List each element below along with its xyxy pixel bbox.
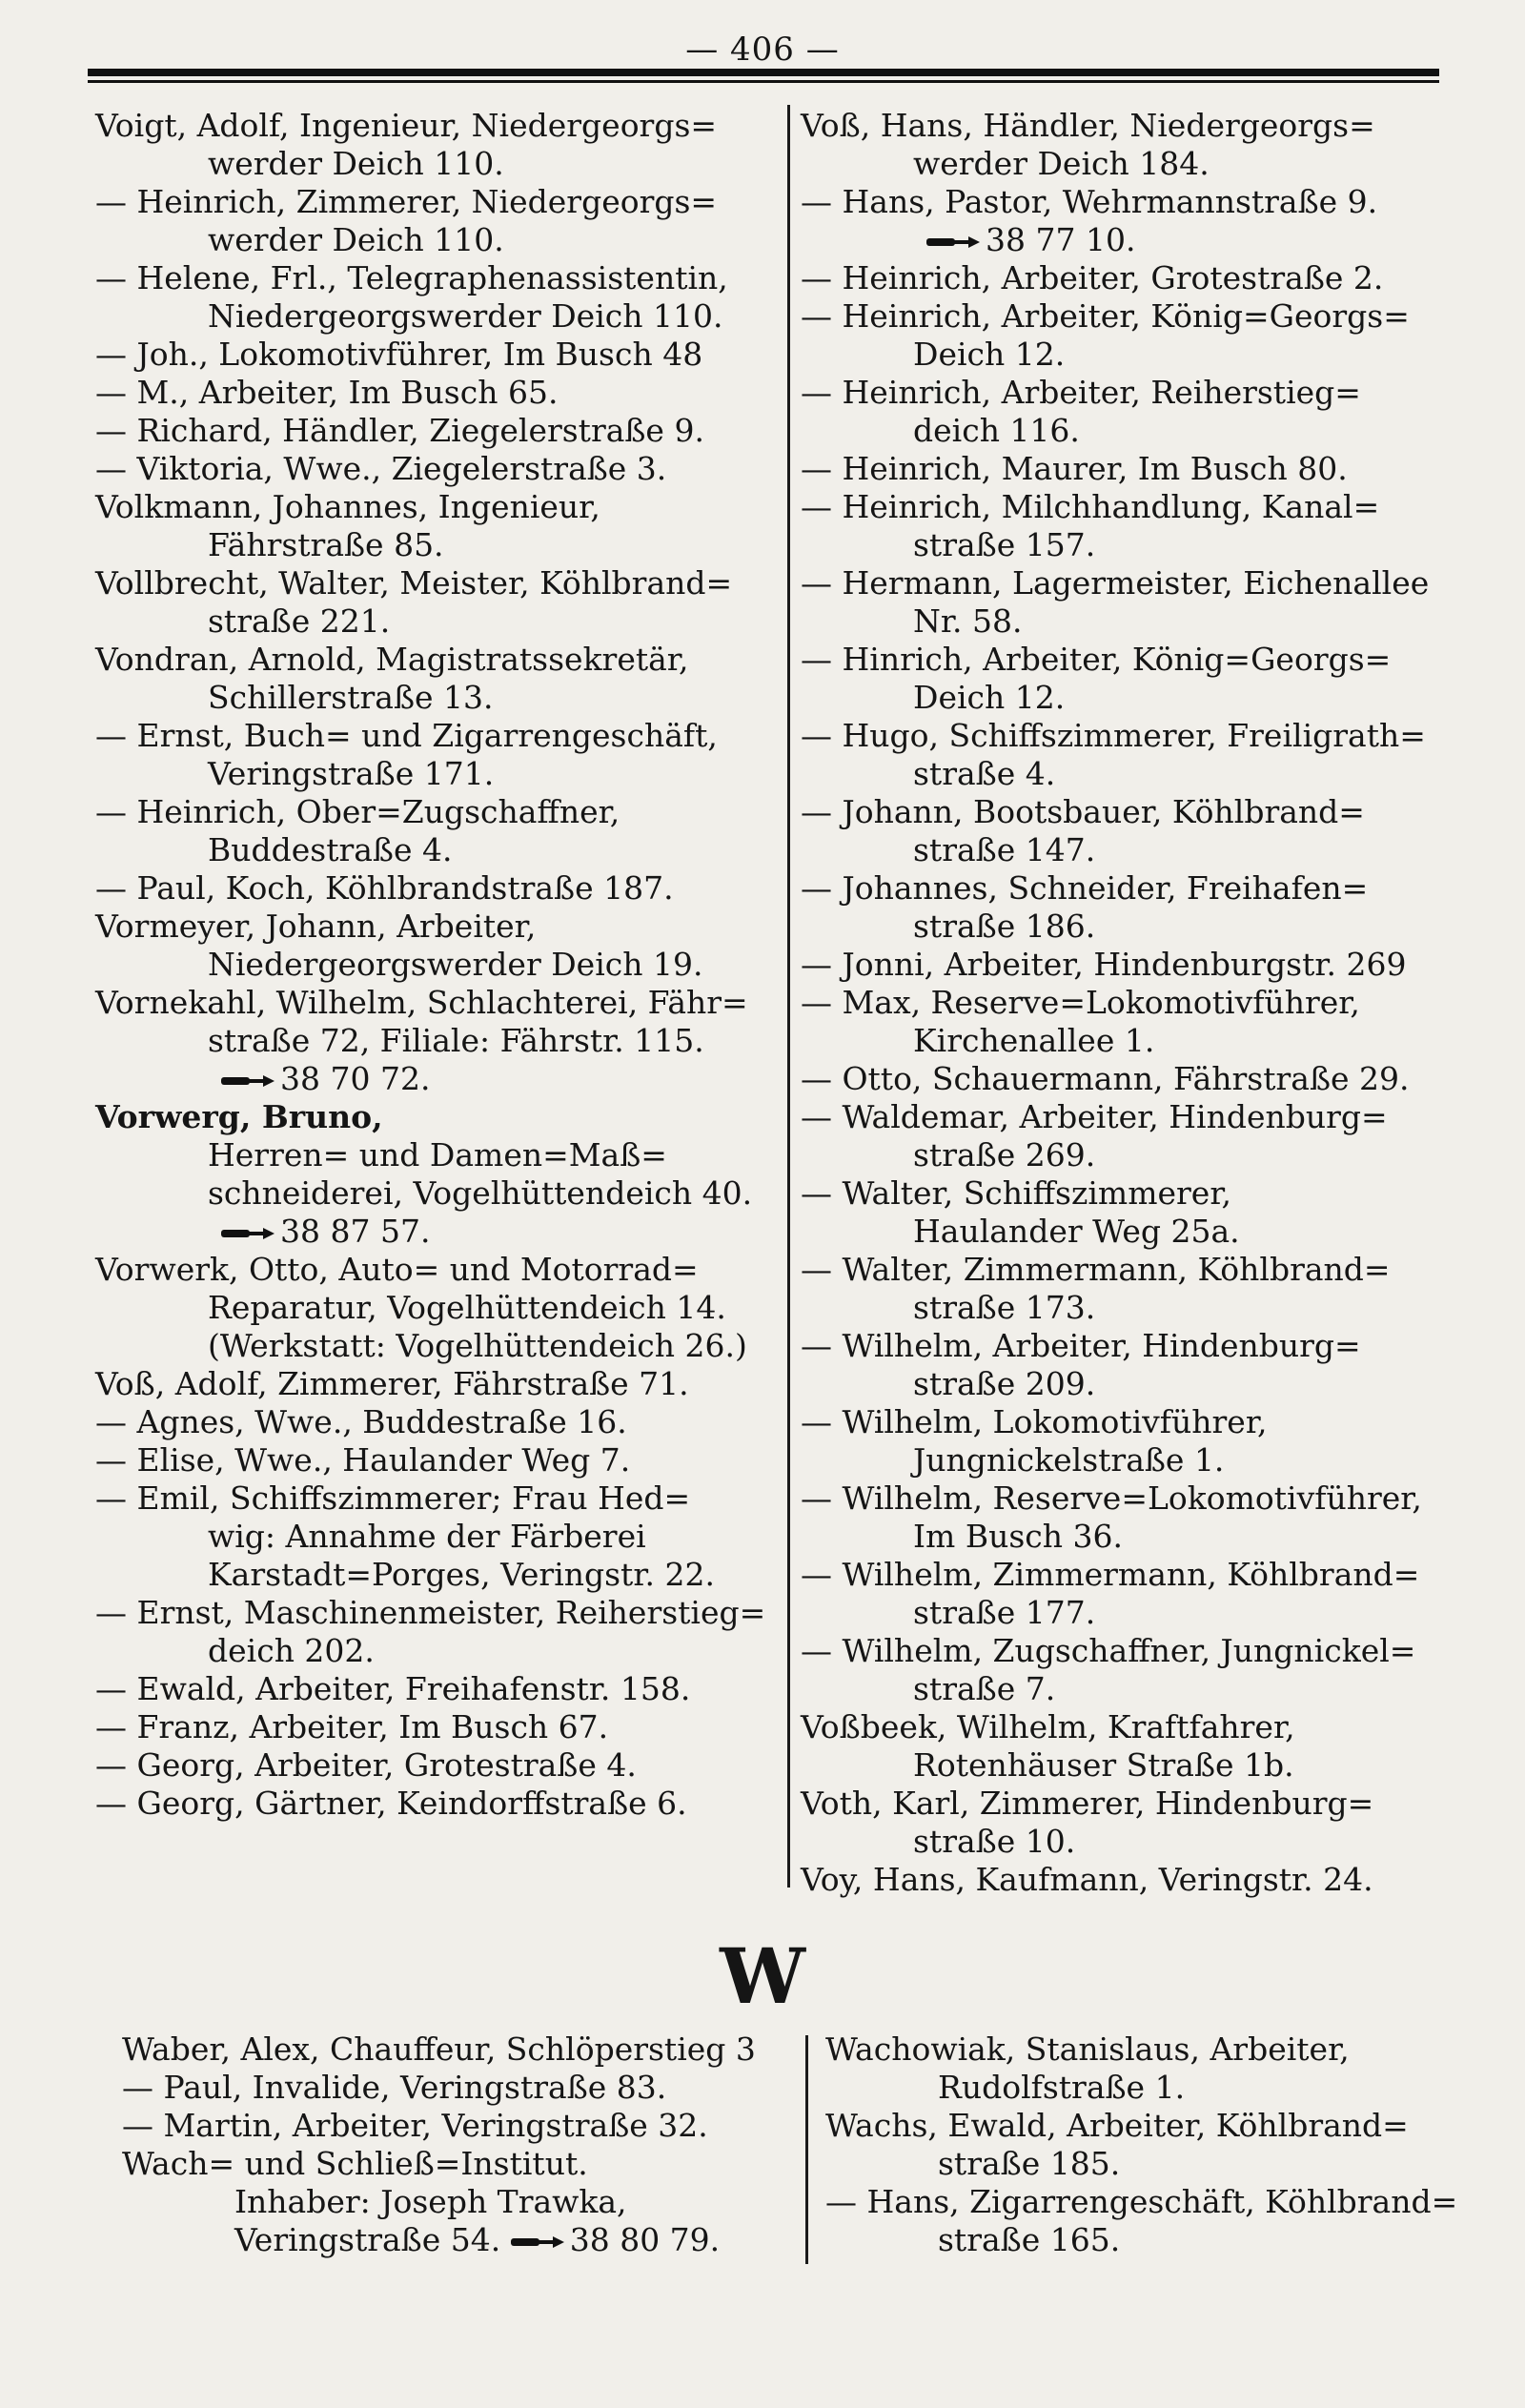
column-bottom-right bbox=[825, 2030, 1493, 2259]
directory-entry bbox=[95, 1708, 782, 1746]
directory-entry bbox=[825, 2030, 1493, 2107]
entry-line: Deich 12. bbox=[913, 336, 1066, 373]
entry-line: Niedergeorgswerder Deich 19. bbox=[208, 946, 703, 983]
directory-entry bbox=[801, 1174, 1468, 1251]
entry-line: Reparatur, Vogelhüttendeich 14. bbox=[208, 1289, 726, 1326]
entry-line: — Ewald, Arbeiter, Freihafenstr. 158. bbox=[95, 1670, 691, 1707]
directory-entry bbox=[95, 412, 782, 450]
entry-line: Vorwerg, Bruno, bbox=[95, 1098, 383, 1135]
entry-line: — Jonni, Arbeiter, Hindenburgstr. 269 bbox=[801, 946, 1407, 983]
entry-line: straße 10. bbox=[913, 1823, 1076, 1860]
directory-entry bbox=[95, 1441, 782, 1479]
entry-line: straße 186. bbox=[913, 908, 1096, 945]
section-letter-heading: W bbox=[720, 1931, 805, 2021]
directory-entry bbox=[801, 793, 1468, 869]
entry-line: — Wilhelm, Zugschaffner, Jungnickel= bbox=[801, 1632, 1416, 1669]
entry-line: — Wilhelm, Lokomotivführer, bbox=[801, 1403, 1268, 1440]
directory-entry bbox=[122, 2107, 789, 2145]
entry-line: straße 177. bbox=[913, 1594, 1096, 1631]
entry-line: werder Deich 184. bbox=[913, 145, 1210, 182]
directory-entry bbox=[95, 450, 782, 488]
entry-line: — Waldemar, Arbeiter, Hindenburg= bbox=[801, 1098, 1388, 1135]
entry-line: — Walter, Schiffszimmerer, bbox=[801, 1174, 1231, 1212]
entry-line: — Max, Reserve=Lokomotivführer, bbox=[801, 984, 1360, 1021]
directory-entry bbox=[801, 297, 1468, 374]
entry-line: straße 221. bbox=[208, 602, 391, 640]
directory-entry bbox=[801, 717, 1468, 793]
entry-line: — Viktoria, Wwe., Ziegelerstraße 3. bbox=[95, 450, 667, 487]
entry-line: werder Deich 110. bbox=[208, 145, 504, 182]
phone-line bbox=[95, 1060, 782, 1098]
directory-entry bbox=[95, 259, 782, 336]
entry-line: — Hugo, Schiffszimmerer, Freiligrath= bbox=[801, 717, 1426, 754]
page-number: — 406 — bbox=[685, 31, 840, 69]
entry-line: — Heinrich, Arbeiter, Reiherstieg= bbox=[801, 374, 1361, 411]
header-rule-thin bbox=[88, 80, 1439, 83]
directory-entry bbox=[801, 107, 1468, 183]
entry-line: Wach= und Schließ=Institut. bbox=[122, 2145, 588, 2182]
entry-line: — Emil, Schiffszimmerer; Frau Hed= bbox=[95, 1479, 691, 1517]
directory-entry bbox=[801, 1479, 1468, 1556]
directory-entry bbox=[95, 183, 782, 259]
entry-line: Deich 12. bbox=[913, 679, 1066, 716]
entry-line: — M., Arbeiter, Im Busch 65. bbox=[95, 374, 559, 411]
entry-line: — Heinrich, Arbeiter, König=Georgs= bbox=[801, 297, 1410, 335]
header-rule-thick bbox=[88, 69, 1439, 76]
entry-line: — Heinrich, Maurer, Im Busch 80. bbox=[801, 450, 1348, 487]
entry-line: — Paul, Invalide, Veringstraße 83. bbox=[122, 2069, 667, 2106]
entry-line: Vornekahl, Wilhelm, Schlachterei, Fähr= bbox=[95, 984, 748, 1021]
entry-line: — Hinrich, Arbeiter, König=Georgs= bbox=[801, 641, 1392, 678]
phone-number: 38 70 72. bbox=[280, 1060, 431, 1097]
phone-number: 38 80 79. bbox=[569, 2221, 721, 2258]
entry-line: — Ernst, Buch= und Zigarrengeschäft, bbox=[95, 717, 718, 754]
entry-line: straße 173. bbox=[913, 1289, 1096, 1326]
directory-entry bbox=[801, 1098, 1468, 1174]
entry-line: — Heinrich, Zimmerer, Niedergeorgs= bbox=[95, 183, 718, 220]
entry-line: — Hans, Zigarrengeschäft, Köhlbrand= bbox=[825, 2183, 1458, 2220]
directory-entry bbox=[801, 1556, 1468, 1632]
entry-line: — Otto, Schauermann, Fährstraße 29. bbox=[801, 1060, 1410, 1097]
directory-entry bbox=[95, 1594, 782, 1670]
directory-entry bbox=[95, 1251, 782, 1365]
entry-line: Karstadt=Porges, Veringstr. 22. bbox=[208, 1556, 715, 1593]
entry-line: — Helene, Frl., Telegraphenassistentin, bbox=[95, 259, 728, 296]
column-bottom-left bbox=[122, 2030, 789, 2259]
phone-number: 38 87 57. bbox=[280, 1213, 431, 1250]
phone-line bbox=[801, 221, 1468, 259]
directory-entry bbox=[801, 641, 1468, 717]
directory-entry bbox=[801, 374, 1468, 450]
entry-line: Waber, Alex, Chauffeur, Schlöperstieg 3 bbox=[122, 2030, 756, 2068]
telephone-icon bbox=[926, 234, 980, 251]
telephone-icon bbox=[511, 2234, 564, 2251]
directory-entry bbox=[801, 1861, 1468, 1899]
directory-entry bbox=[801, 488, 1468, 564]
entry-line: Jungnickelstraße 1. bbox=[913, 1441, 1225, 1479]
entry-line: Nr. 58. bbox=[913, 602, 1023, 640]
entry-line: straße 157. bbox=[913, 526, 1096, 563]
telephone-icon bbox=[221, 1072, 274, 1090]
directory-entry bbox=[801, 1785, 1468, 1861]
entry-line: — Johann, Bootsbauer, Köhlbrand= bbox=[801, 793, 1365, 830]
entry-line: — Richard, Händler, Ziegelerstraße 9. bbox=[95, 412, 704, 449]
directory-entry bbox=[95, 793, 782, 869]
column-top-right bbox=[801, 107, 1468, 1899]
entry-line: — Agnes, Wwe., Buddestraße 16. bbox=[95, 1403, 627, 1440]
entry-line: — Johannes, Schneider, Freihafen= bbox=[801, 869, 1369, 907]
entry-line: Voßbeek, Wilhelm, Kraftfahrer, bbox=[801, 1708, 1295, 1745]
entry-line: — Joh., Lokomotivführer, Im Busch 48 bbox=[95, 336, 703, 373]
entry-line: Voß, Hans, Händler, Niedergeorgs= bbox=[801, 107, 1375, 144]
directory-entry bbox=[801, 869, 1468, 946]
directory-entry bbox=[122, 2030, 789, 2069]
entry-line: straße 269. bbox=[913, 1136, 1096, 1173]
entry-line: (Werkstatt: Vogelhüttendeich 26.) bbox=[208, 1327, 747, 1364]
entry-line: — Walter, Zimmermann, Köhlbrand= bbox=[801, 1251, 1391, 1288]
entry-line: — Wilhelm, Zimmermann, Köhlbrand= bbox=[801, 1556, 1420, 1593]
entry-line: — Heinrich, Milchhandlung, Kanal= bbox=[801, 488, 1380, 525]
directory-entry bbox=[801, 1327, 1468, 1403]
entry-line: Vorwerk, Otto, Auto= und Motorrad= bbox=[95, 1251, 699, 1288]
entry-line: — Heinrich, Ober=Zugschaffner, bbox=[95, 793, 620, 830]
entry-line: Kirchenallee 1. bbox=[913, 1022, 1155, 1059]
phone-line bbox=[95, 1213, 782, 1251]
entry-line: — Hermann, Lagermeister, Eichenallee bbox=[801, 564, 1430, 602]
directory-entry bbox=[122, 2145, 789, 2259]
entry-line: Vollbrecht, Walter, Meister, Köhlbrand= bbox=[95, 564, 733, 602]
directory-entry bbox=[95, 908, 782, 984]
entry-line: Haulander Weg 25a. bbox=[913, 1213, 1240, 1250]
directory-entry bbox=[95, 564, 782, 641]
directory-entry bbox=[801, 564, 1468, 641]
directory-entry bbox=[801, 259, 1468, 297]
directory-entry bbox=[825, 2183, 1493, 2259]
directory-entry bbox=[95, 374, 782, 412]
entry-line: schneiderei, Vogelhüttendeich 40. bbox=[208, 1174, 753, 1212]
phone-line bbox=[122, 2221, 789, 2259]
entry-line: — Wilhelm, Arbeiter, Hindenburg= bbox=[801, 1327, 1361, 1364]
directory-entry bbox=[825, 2107, 1493, 2183]
directory-entry bbox=[95, 1479, 782, 1594]
entry-line: — Hans, Pastor, Wehrmannstraße 9. bbox=[801, 183, 1378, 220]
entry-line: Wachowiak, Stanislaus, Arbeiter, bbox=[825, 2030, 1350, 2068]
entry-line: Wachs, Ewald, Arbeiter, Köhlbrand= bbox=[825, 2107, 1409, 2144]
telephone-icon bbox=[221, 1225, 274, 1242]
entry-line: Vondran, Arnold, Magistratssekretär, bbox=[95, 641, 689, 678]
directory-entry bbox=[801, 450, 1468, 488]
entry-line: deich 116. bbox=[913, 412, 1080, 449]
directory-entry bbox=[95, 107, 782, 183]
entry-line: straße 185. bbox=[938, 2145, 1121, 2182]
directory-entry bbox=[95, 1746, 782, 1785]
entry-line: — Martin, Arbeiter, Veringstraße 32. bbox=[122, 2107, 708, 2144]
entry-line: — Elise, Wwe., Haulander Weg 7. bbox=[95, 1441, 631, 1479]
entry-line: Vormeyer, Johann, Arbeiter, bbox=[95, 908, 537, 945]
entry-line: Voigt, Adolf, Ingenieur, Niedergeorgs= bbox=[95, 107, 718, 144]
entry-line: Buddestraße 4. bbox=[208, 831, 453, 868]
directory-entry bbox=[95, 984, 782, 1098]
column-top-left bbox=[95, 107, 782, 1823]
entry-line: Niedergeorgswerder Deich 110. bbox=[208, 297, 723, 335]
directory-entry bbox=[801, 1708, 1468, 1785]
entry-address: Veringstraße 54. bbox=[234, 2221, 511, 2258]
entry-line: Volkmann, Johannes, Ingenieur, bbox=[95, 488, 600, 525]
directory-entry bbox=[95, 717, 782, 793]
column-divider-top bbox=[787, 105, 790, 1888]
phone-number: 38 77 10. bbox=[986, 221, 1136, 258]
entry-line: wig: Annahme der Färberei bbox=[208, 1518, 646, 1555]
directory-entry bbox=[95, 336, 782, 374]
directory-entry bbox=[801, 1060, 1468, 1098]
directory-entry bbox=[95, 1403, 782, 1441]
directory-entry bbox=[801, 183, 1468, 259]
directory-entry bbox=[801, 984, 1468, 1060]
entry-line: — Franz, Arbeiter, Im Busch 67. bbox=[95, 1708, 609, 1745]
entry-line: — Heinrich, Arbeiter, Grotestraße 2. bbox=[801, 259, 1384, 296]
entry-line: Rotenhäuser Straße 1b. bbox=[913, 1746, 1294, 1784]
entry-line: — Ernst, Maschinenmeister, Reiherstieg= bbox=[95, 1594, 766, 1631]
entry-line: Inhaber: Joseph Trawka, bbox=[234, 2183, 627, 2220]
entry-line: straße 4. bbox=[913, 755, 1056, 792]
directory-entry bbox=[801, 1632, 1468, 1708]
column-divider-bottom bbox=[805, 2035, 808, 2264]
entry-line: straße 72, Filiale: Fährstr. 115. bbox=[208, 1022, 704, 1059]
entry-line: deich 202. bbox=[208, 1632, 375, 1669]
entry-line: straße 7. bbox=[913, 1670, 1056, 1707]
entry-line: Fährstraße 85. bbox=[208, 526, 444, 563]
directory-entry bbox=[801, 946, 1468, 984]
directory-entry bbox=[122, 2069, 789, 2107]
directory-entry bbox=[95, 488, 782, 564]
entry-line: Im Busch 36. bbox=[913, 1518, 1123, 1555]
entry-line: werder Deich 110. bbox=[208, 221, 504, 258]
entry-line: Voth, Karl, Zimmerer, Hindenburg= bbox=[801, 1785, 1374, 1822]
entry-line: — Georg, Gärtner, Keindorffstraße 6. bbox=[95, 1785, 687, 1822]
directory-entry bbox=[95, 1670, 782, 1708]
entry-line: straße 147. bbox=[913, 831, 1096, 868]
entry-line: straße 209. bbox=[913, 1365, 1096, 1402]
entry-line: straße 165. bbox=[938, 2221, 1121, 2258]
directory-entry bbox=[801, 1403, 1468, 1479]
directory-entry bbox=[801, 1251, 1468, 1327]
entry-line: — Wilhelm, Reserve=Lokomotivführer, bbox=[801, 1479, 1422, 1517]
directory-entry bbox=[95, 1365, 782, 1403]
entry-line: Voß, Adolf, Zimmerer, Fährstraße 71. bbox=[95, 1365, 689, 1402]
entry-line: Schillerstraße 13. bbox=[208, 679, 494, 716]
directory-entry bbox=[95, 1785, 782, 1823]
entry-line: Veringstraße 171. bbox=[208, 755, 495, 792]
entry-line: — Georg, Arbeiter, Grotestraße 4. bbox=[95, 1746, 637, 1784]
directory-entry bbox=[95, 869, 782, 908]
directory-entry bbox=[95, 641, 782, 717]
entry-line: — Paul, Koch, Köhlbrandstraße 187. bbox=[95, 869, 674, 907]
directory-entry bbox=[95, 1098, 782, 1251]
entry-line: Rudolfstraße 1. bbox=[938, 2069, 1186, 2106]
entry-line: Voy, Hans, Kaufmann, Veringstr. 24. bbox=[801, 1861, 1373, 1898]
entry-line: Herren= und Damen=Maß= bbox=[208, 1136, 667, 1173]
